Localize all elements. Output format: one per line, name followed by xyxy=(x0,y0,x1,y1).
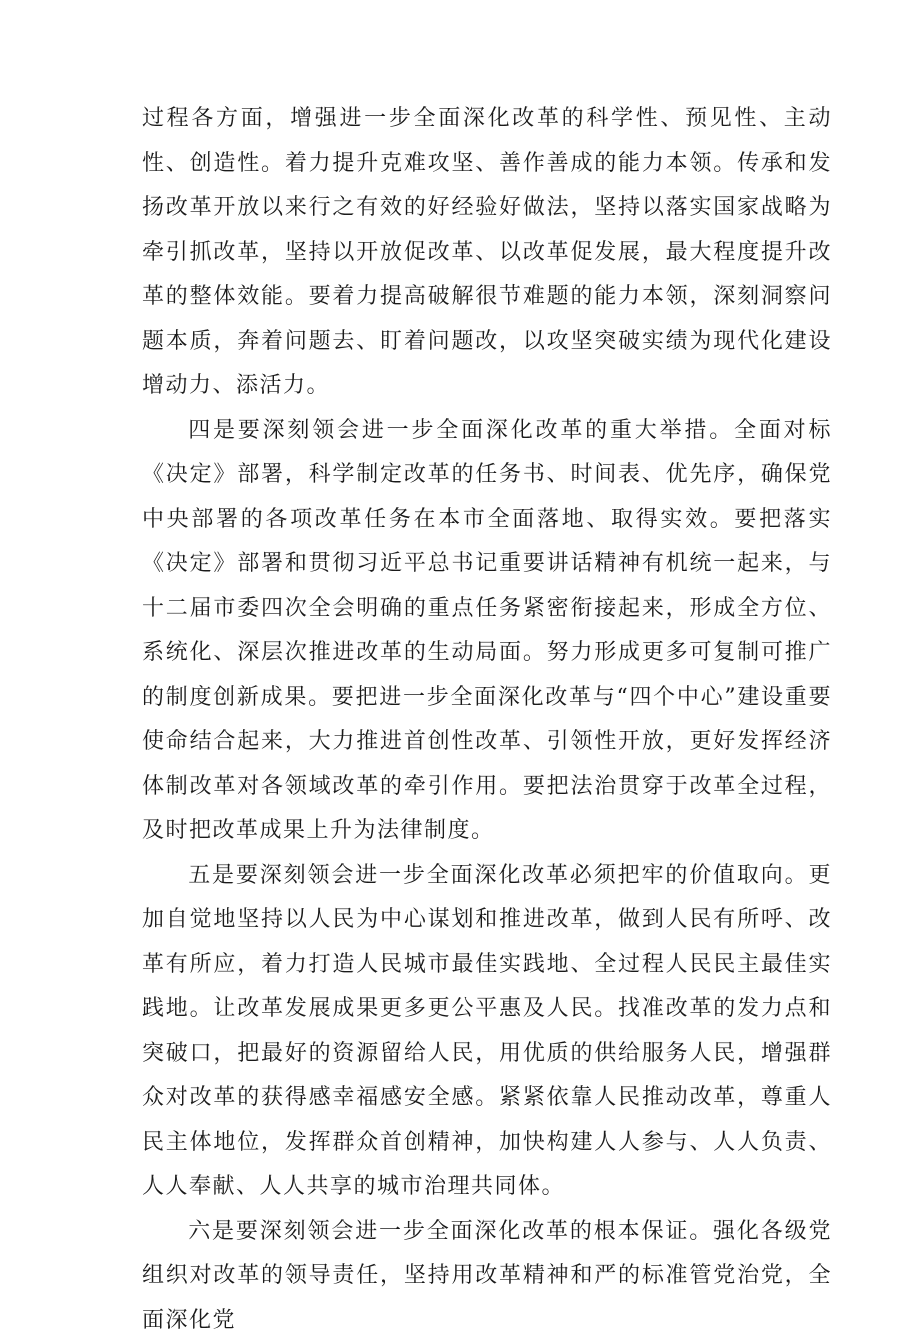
paragraph-point-4: 四是要深刻领会进一步全面深化改革的重大举措。全面对标《决定》部署，科学制定改革的任务书、时间表、优先序，确保党中央部署的各项改革任务在本市全面落地、取得实效。要把落实《决定》部署和贯彻习近平总书记重要讲话精神有机统一起来，与十二届市委四次全会明确的重点任务紧密衔接起来，形成全方位、系统化、深层次推进改革的生动局面。努力形成更多可复制可推广的制度创新成果。要把进一步全面深化改革与“四个中心”建设重要使命结合起来，大力推进首创性改革、引领性开放，更好发挥经济体制改革对各领域改革的牵引作用。要把法治贯穿于改革全过程，及时把改革成果上升为法律制度。 xyxy=(142,409,832,854)
paragraph-point-6: 六是要深刻领会进一步全面深化改革的根本保证。强化各级党组织对改革的领导责任，坚持用改革精神和严的标准管党治党，全面深化党 xyxy=(142,1210,832,1343)
paragraph-point-5: 五是要深刻领会进一步全面深化改革必须把牢的价值取向。更加自觉地坚持以人民为中心谋划和推进改革，做到人民有所呼、改革有所应，着力打造人民城市最佳实践地、全过程人民民主最佳实践地。让改革发展成果更多更公平惠及人民。找准改革的发力点和突破口，把最好的资源留给人民，用优质的供给服务人民，增强群众对改革的获得感幸福感安全感。紧紧依靠人民推动改革，尊重人民主体地位，发挥群众首创精神，加快构建人人参与、人人负责、人人奉献、人人共享的城市治理共同体。 xyxy=(142,854,832,1210)
body-text xyxy=(142,97,832,1343)
paragraph-continuation: 过程各方面，增强进一步全面深化改革的科学性、预见性、主动性、创造性。着力提升克难攻坚、善作善成的能力本领。传承和发扬改革开放以来行之有效的好经验好做法，坚持以落实国家战略为牵引抓改革，坚持以开放促改革、以改革促发展，最大程度提升改革的整体效能。要着力提高破解很节难题的能力本领，深刻洞察问题本质，奔着问题去、盯着问题改，以攻坚突破实绩为现代化建设增动力、添活力。 xyxy=(142,97,832,409)
